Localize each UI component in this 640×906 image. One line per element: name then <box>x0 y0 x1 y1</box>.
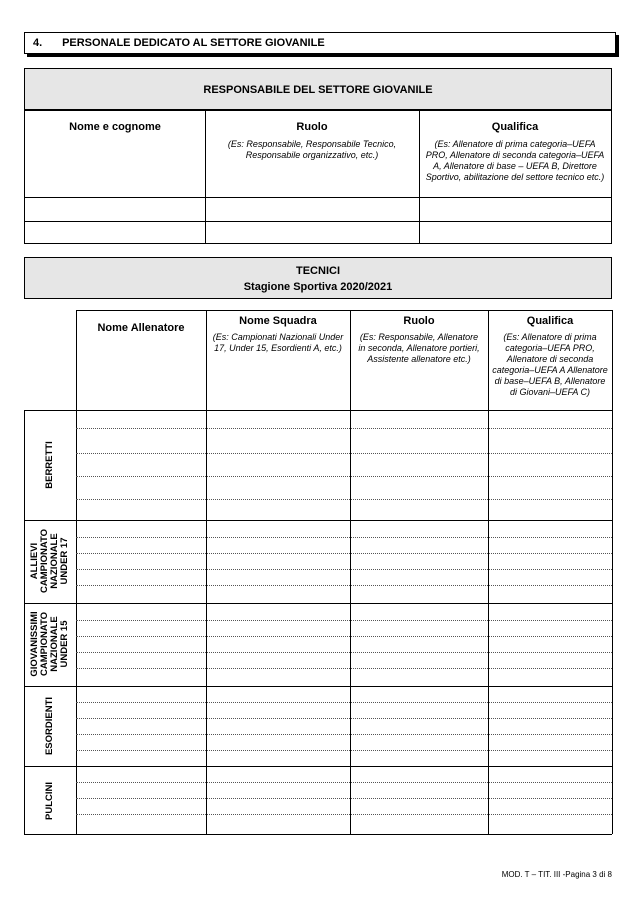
group-divider <box>24 766 612 767</box>
responsabile-col-qualifica <box>425 121 605 183</box>
row-line <box>76 636 612 637</box>
row-line <box>76 428 612 429</box>
group-label-esordienti: ESORDIENTI <box>44 696 55 756</box>
row-line <box>76 585 612 586</box>
group-label-berretti: BERRETTI <box>44 441 55 489</box>
group-divider <box>24 603 612 604</box>
row-line <box>76 702 612 703</box>
column-header: Qualifica <box>526 315 574 327</box>
row-line <box>76 499 612 500</box>
group-divider <box>24 686 612 687</box>
row-line <box>76 553 612 554</box>
column-hint: (Es: Responsabile, Responsabile Tecnico, Responsabile organizzativo, etc.) <box>227 139 397 160</box>
column-hint: (Es: Allenatore di prima categoria–UEFA PRO, Allenatore di seconda categoria–UEFA A, Allenatore di base – UEFA B, Direttore Sportivo, abilitazione del settore tecnico etc.) <box>425 139 605 182</box>
column-header: Qualifica <box>491 121 539 133</box>
row-line <box>76 453 612 454</box>
table-border <box>76 310 77 411</box>
group-label-allievi: ALLIEVI CAMPIONATO NAZIONALE UNDER 17 <box>29 528 70 594</box>
column-divider <box>206 310 207 834</box>
row-line <box>76 652 612 653</box>
column-hint: (Es: Responsabile, Allenatore in seconda, Allenatore portieri, Assistente allenatore etc.) <box>358 332 480 364</box>
row-line <box>76 569 612 570</box>
row-line <box>76 668 612 669</box>
row-line <box>76 814 612 815</box>
row-line <box>76 537 612 538</box>
column-header: Nome Squadra <box>239 315 317 327</box>
responsabile-title: RESPONSABILE DEL SETTORE GIOVANILE <box>203 84 433 96</box>
row-line <box>76 476 612 477</box>
table-border <box>24 834 612 835</box>
row-divider <box>25 221 611 222</box>
column-hint: (Es: Allenatore di prima categoria–UEFA PRO, Allenatore di seconda categoria–UEFA A Allenatore di base–UEFA B, Allenatore di Giovani–UEFA C) <box>492 332 608 397</box>
table-border <box>24 410 612 411</box>
table-border <box>24 410 25 834</box>
section-header <box>24 32 616 54</box>
group-label-pulcini: PULCINI <box>44 782 55 820</box>
section-title: PERSONALE DEDICATO AL SETTORE GIOVANILE <box>62 37 325 49</box>
column-divider <box>419 111 420 243</box>
responsabile-col-nome <box>25 121 205 133</box>
column-divider <box>350 310 351 834</box>
responsabile-title-box <box>24 68 612 110</box>
column-header: Ruolo <box>403 315 435 327</box>
page-footer: MOD. T – TIT. III -Pagina 3 di 8 <box>501 870 612 879</box>
row-line <box>76 798 612 799</box>
tecnici-title-box <box>24 257 612 299</box>
row-line <box>76 734 612 735</box>
row-divider <box>25 197 611 198</box>
group-divider <box>24 520 612 521</box>
section-number: 4. <box>33 37 43 49</box>
column-header: Nome Allenatore <box>97 322 185 334</box>
tecnici-col-nome <box>80 322 202 334</box>
responsabile-col-ruolo <box>215 121 409 161</box>
tecnici-subtitle: Stagione Sportiva 2020/2021 <box>243 281 393 293</box>
column-header: Nome e cognome <box>69 121 161 133</box>
tecnici-col-squadra <box>212 315 344 354</box>
row-line <box>76 782 612 783</box>
row-line <box>76 750 612 751</box>
tecnici-title: TECNICI <box>296 265 340 277</box>
column-hint: (Es: Campionati Nazionali Under 17, Under 15, Esordienti A, etc.) <box>212 332 344 353</box>
table-border <box>612 310 613 834</box>
table-border <box>76 310 612 311</box>
row-line <box>76 620 612 621</box>
column-header: Ruolo <box>296 121 328 133</box>
column-divider <box>205 111 206 243</box>
group-label-giovanissimi: GIOVANISSIMI CAMPIONATO NAZIONALE UNDER 15 <box>29 611 70 677</box>
row-line <box>76 718 612 719</box>
column-divider <box>76 410 77 834</box>
responsabile-table <box>24 110 612 244</box>
tecnici-col-ruolo <box>356 315 482 365</box>
tecnici-col-qualifica <box>492 315 608 398</box>
column-divider <box>488 310 489 834</box>
